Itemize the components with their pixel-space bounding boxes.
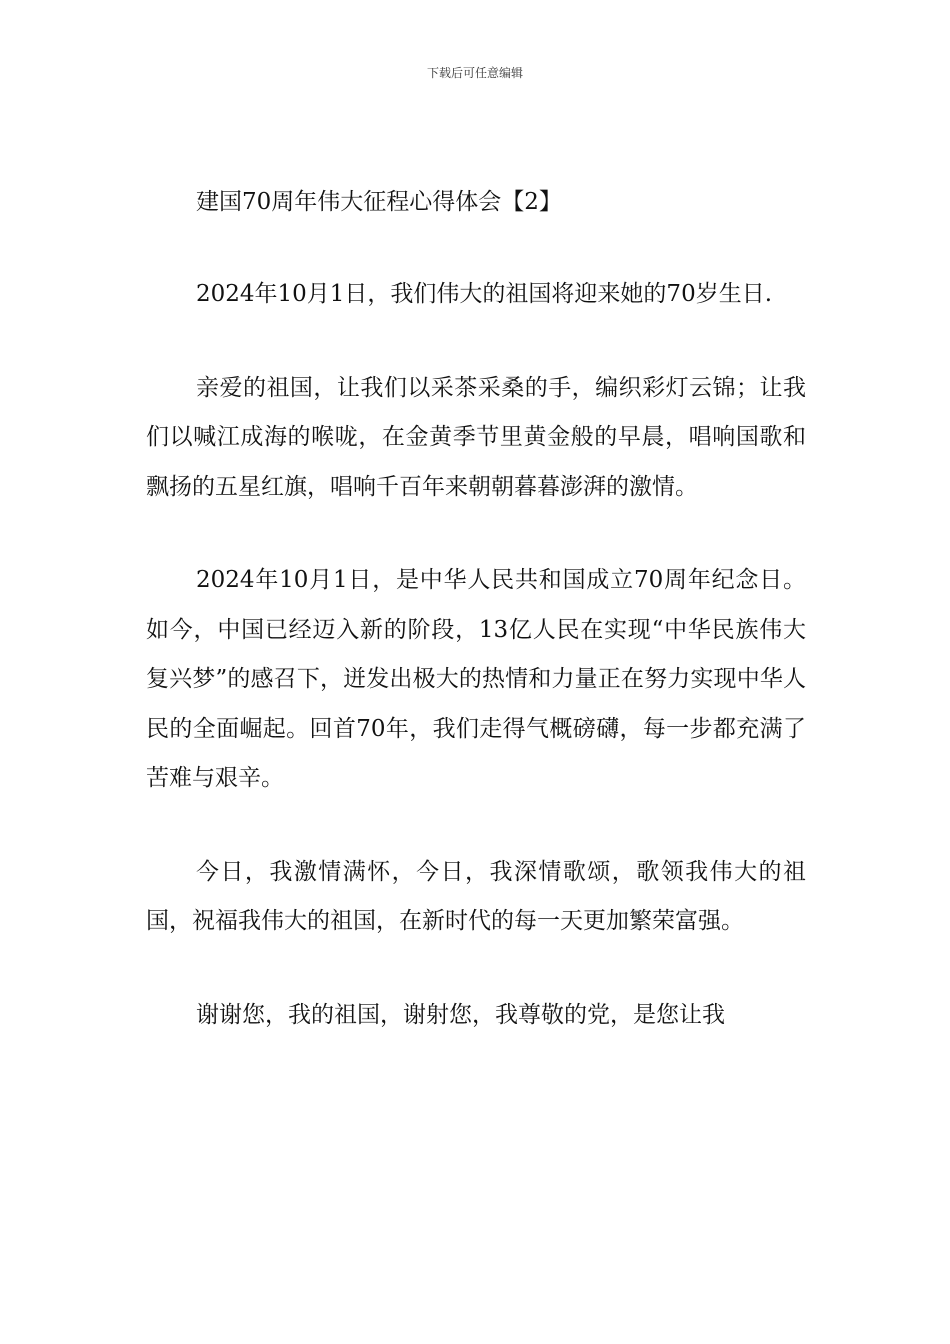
document-title: 建国70周年伟大征程心得体会【2】 [196,189,562,215]
paragraph: 谢谢您，我的祖国，谢射您，我尊敬的党，是您让我 [196,1001,725,1028]
paragraph: 2024年10月1日，是中华人民共和国成立70周年纪念日。如今，中国已经迈入新的阶段，13亿人民在实现“中华民族伟大复兴梦”的感召下，迸发出极大的热情和力量正在努力实现中华人民的全面崛起。回首70年，我们走得气概磅礴，每一步都充满了苦难与艰辛。 [146,567,806,791]
paragraph: 2024年10月1日，我们伟大的祖国将迎来她的70岁生日. [196,281,773,307]
header-note: 下载后可任意编辑 [426,66,523,80]
paragraph: 今日，我激情满怀，今日，我深情歌颂，歌领我伟大的祖国，祝福我伟大的祖国，在新时代的每一天更加繁荣富强。 [146,858,806,934]
paragraph: 亲爱的祖国，让我们以采茶采桑的手，编织彩灯云锦；让我们以喊江成海的喉咙，在金黄季节里黄金般的早晨，唱响国歌和飘扬的五星红旗，唱响千百年来朝朝暮暮澎湃的激情。 [146,374,806,500]
document-body [146,178,806,1084]
